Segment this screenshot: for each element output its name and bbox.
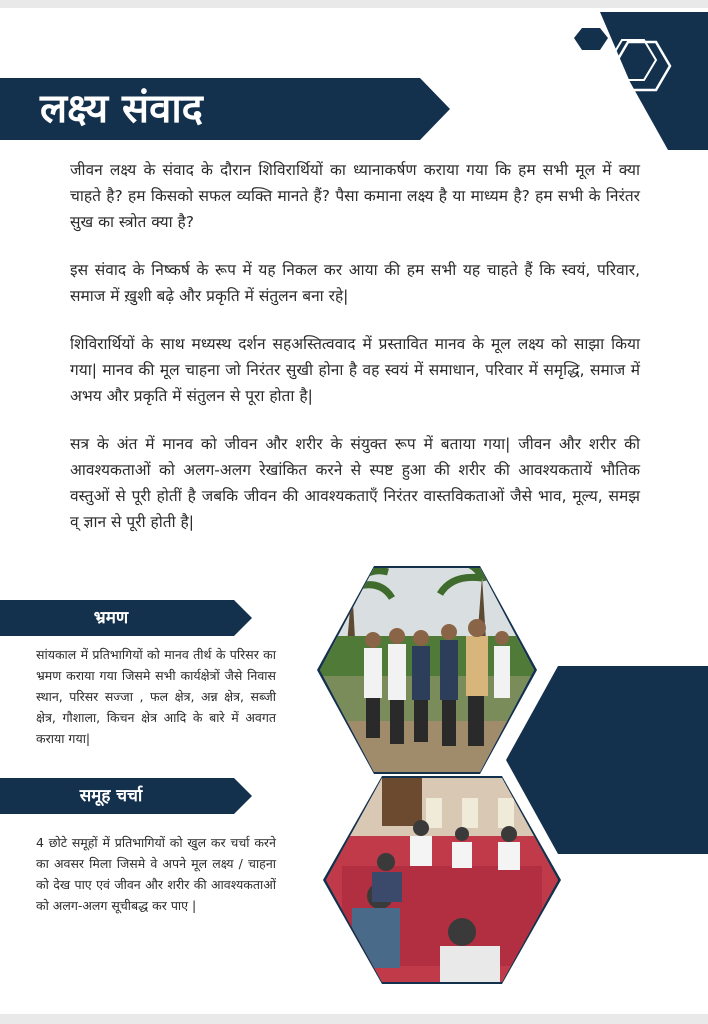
paragraph: सत्र के अंत में मानव को जीवन और शरीर के संयुक्त रूप में बताया गया| जीवन और शरीर की आवश्यकताओं को अलग-अलग रेखांकित करने से स्पष्ट हुआ की शरीर की आवश्यकतायें भौतिक वस्तुओं से पूरी होतीं है जबकि जीवन की आवश्यकताएँ निरंतर वास्तविकताओं जैसे भाव, मूल्य, समझ व् ज्ञान से पूरी होती है| — [70, 435, 640, 531]
body-text — [70, 157, 640, 557]
section-text: 4 छोटे समूहों में प्रतिभागियों को खुल कर चर्चा करने का अवसर मिला जिसमे वे अपने मूल लक्ष्य / चाहना को देख पाए एवं जीवन और शरीर की आवश्यकताओं को अलग-अलग सूचीबद्ध कर पाए | — [36, 835, 276, 913]
section-heading: समूह चर्चा — [79, 786, 143, 806]
section-heading: भ्रमण — [93, 608, 129, 628]
paragraph: जीवन लक्ष्य के संवाद के दौरान शिविरार्थियों का ध्यानाकर्षण कराया गया कि हम सभी मूल में क्या चाहते है? हम किसको सफल व्यक्ति मानते हैं? पैसा कमाना लक्ष्य है या माध्यम है? हम सभी के निरंतर सुख का स्त्रोत क्या है? — [70, 161, 640, 231]
bottom-border — [0, 1014, 708, 1024]
section-text: सांयकाल में प्रतिभागियों को मानव तीर्थ के परिसर का भ्रमण कराया गया जिसमे सभी कार्यक्षेत्रों जैसे निवास स्थान, परिसर सज्जा , फल क्षेत्र, अन्न क्षेत्र, सब्जी क्षेत्र, गौशाला, किचन क्षेत्र आदि के बारे में अवगत कराया गया| — [36, 647, 276, 746]
campus-tour-photo — [316, 566, 538, 774]
top-border — [0, 0, 708, 8]
group-discussion-photo — [322, 776, 562, 984]
decorative-hexagons — [570, 10, 708, 150]
paragraph: शिविरार्थियों के साथ मध्यस्थ दर्शन सहअस्तित्ववाद में प्रस्तावित मानव के मूल लक्ष्य को साझा किया गया| मानव की मूल चाहना जो निरंतर सुखी होना है वह स्वयं में समाधान, परिवार में समृद्धि, समाज में अभय और प्रकृति में संतुलन से पूरा होता है| — [70, 335, 640, 405]
paragraph: इस संवाद के निष्कर्ष के रूप में यह निकल कर आया की हम सभी यह चाहते हैं कि स्वयं, परिवार, समाज में ख़ुशी बढ़े और प्रकृति में संतुलन बना रहे| — [70, 261, 640, 305]
page-title: लक्ष्य संवाद — [40, 86, 203, 132]
